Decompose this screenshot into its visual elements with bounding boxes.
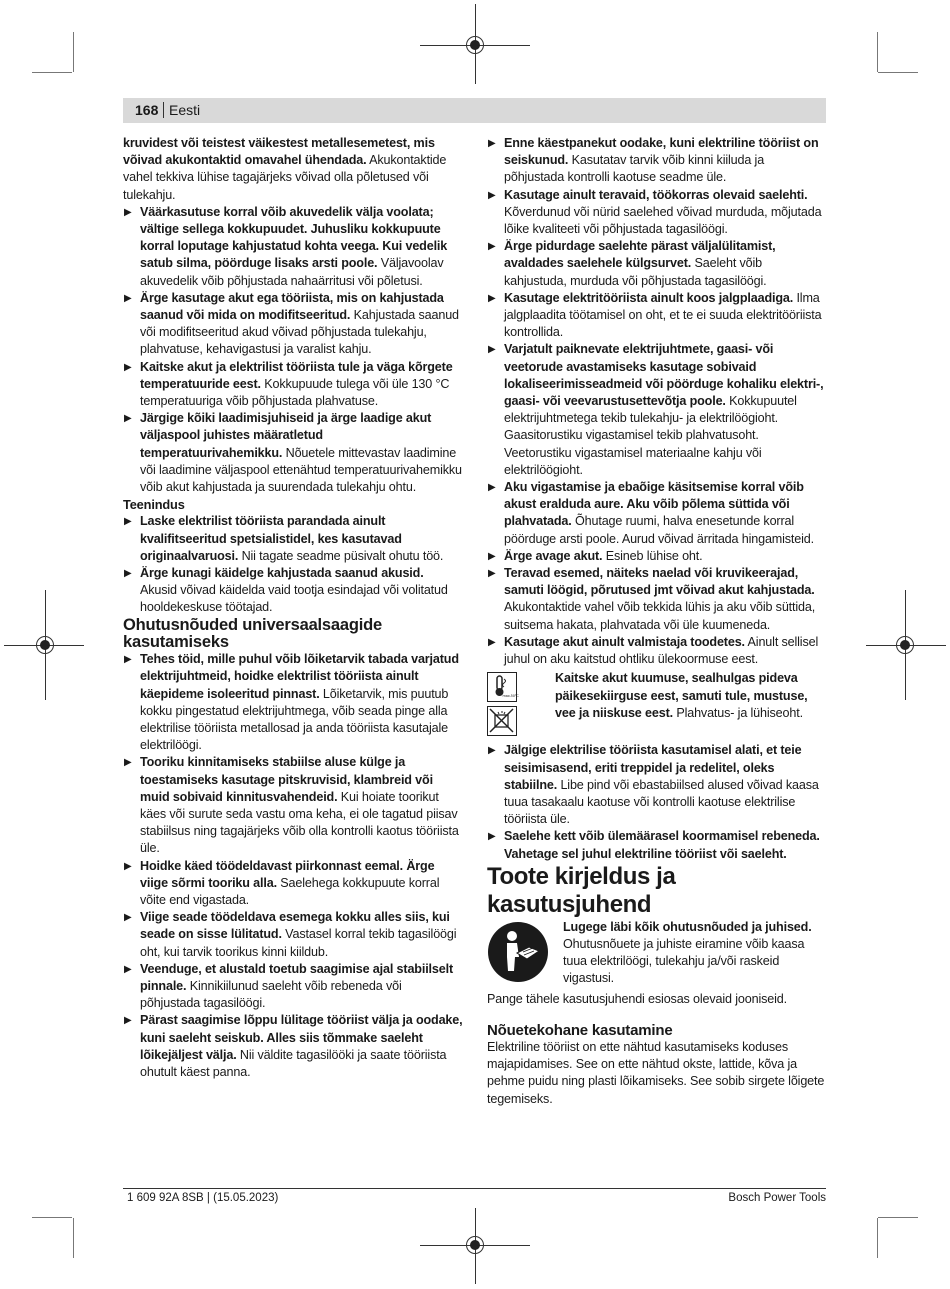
list-item: ▶ Väärkasutuse korral võib akuvedelik välja voolata; vältige sellega kokkupuudet. Juhusliku kokkupuute korral loputage kahjustatud kohta veega. Kui vedelik satub silma, pöörduge lisaks arsti poole. Väljavoolav akuvedelik võib põhjustada nahaärritusi või põletusi. [124, 204, 448, 288]
service-heading: Teenindus [123, 497, 185, 513]
right-column [487, 135, 827, 1108]
list-item: ▶ Laske elektrilist tööriista parandada ainult kvalifitseeritud spetsialistidel, kes kasutavad originaalvaruosi. Nii tagate seadme püsivalt ohutu töö. [124, 514, 444, 563]
registration-mark-icon [36, 636, 54, 654]
bullet-arrow-icon: ▶ [488, 344, 496, 356]
saw-safety-list-end [487, 742, 827, 862]
bullet-arrow-icon: ▶ [124, 516, 132, 528]
bullet-arrow-icon: ▶ [124, 361, 132, 373]
bullet-arrow-icon: ▶ [488, 189, 496, 201]
bullet-arrow-icon: ▶ [124, 206, 132, 218]
crop-mark [878, 1217, 918, 1218]
read-note: Pange tähele kasutusjuhendi esiosas olevaid jooniseid. [487, 991, 787, 1006]
bullet-arrow-icon: ▶ [488, 831, 496, 843]
bullet-arrow-icon: ▶ [124, 1015, 132, 1027]
heat-warning-block [487, 670, 827, 736]
list-item: ▶ Ärge avage akut. Esineb lühise oht. [487, 548, 827, 565]
list-item: ▶ Jälgige elektrilise tööriista kasutamisel alati, et teie seisimisasend, eriti treppidel ja redelitel, oleks stabiilne. Libe pind või ebastabiilsed alused võivad kaasa tuua tasakaalu kaotuse või kontrolli kaotuse elektrilise tööriista üle. [488, 743, 819, 827]
no-water-icon [487, 706, 517, 736]
list-item: ▶ Aku vigastamise ja ebaõige käsitsemise korral võib akust eralduda aure. Aku võib põlema süttida või plahvatada. Õhutage ruumi, halva enesetunde korral pöörduge arsti poole. Aurud võivad ärritada hingamisteid. [488, 480, 814, 546]
left-column [123, 135, 463, 1081]
intro-paragraph: kruvidest või teistest väikestest metallesemetest, mis võivad akukontaktid omavahel ühendada. Akukontaktide vahel tekkiva lühise tagajärjeks võivad olla põletused või tulekahju. [123, 136, 447, 202]
footer-doc-id: 1 609 92A 8SB | (15.05.2023) [127, 1192, 279, 1204]
footer-divider [123, 1188, 826, 1189]
bullet-arrow-icon: ▶ [488, 292, 496, 304]
section-heading: Ohutusnõuded universaalsaagide kasutamiseks [123, 615, 382, 651]
crop-mark [32, 1217, 72, 1218]
list-item: ▶ Pärast saagimise lõppu lülitage tööriist välja ja oodake, kuni saeleht seiskub. Alles siis tõmmake saeleht lõikejäljest välja. Nii väldite tagasilööki ja saate tööriista ohutult käest panna. [124, 1013, 463, 1079]
service-list [123, 513, 463, 616]
read-manual-icon [487, 921, 549, 983]
header-divider [163, 102, 164, 118]
bullet-arrow-icon: ▶ [488, 568, 496, 580]
list-item: ▶ Kaitske akut ja elektrilist tööriista tule ja väga kõrgete temperatuuride eest. Kokkupuude tulega või üle 130 °C temperatuuriga võib põhjustada plahvatuse. [124, 359, 453, 409]
list-item: ▶ Enne käestpanekut oodake, kuni elektriline tööriist on seiskunud. Kasutatav tarvik võib kinni kiiluda ja põhjustada kontrolli kaotuse seadme üle. [488, 136, 819, 185]
list-item: ▶ Kasutage elektritööriista ainult koos jalgplaadiga. Ilma jalgplaadita töötamisel on oht, et te ei suuda elektritööriista kontrollida. [488, 290, 822, 340]
bullet-arrow-icon: ▶ [124, 568, 132, 580]
crop-mark [877, 32, 878, 72]
bullet-arrow-icon: ▶ [488, 636, 496, 648]
read-instructions-text: Lugege läbi kõik ohutusnõuded ja juhised. Ohutusnõuete ja juhiste eiramine võib kaasa tuua elektrilöögi, tulekahju ja/või raskeid vigastusi. [563, 919, 812, 986]
crop-mark [73, 1218, 74, 1258]
list-item: ▶ Teravad esemed, näiteks naelad või kruvikeerajad, samuti löögid, põrutused jmt võivad akut kahjustada. Akukontaktide vahel võib tekkida lühis ja aku võib süttida, suitsema hakata, plahvatada või üle kuumeneda. [488, 566, 816, 632]
warning-icons [487, 670, 549, 736]
svg-text:max.50°C: max.50°C [502, 694, 519, 699]
bullet-arrow-icon: ▶ [488, 482, 496, 494]
registration-mark-icon [466, 1236, 484, 1254]
list-item: ▶ Ärge kunagi käidelge kahjustada saanud akusid. Akusid võivad käidelda vaid tootja esindajad või volitatud hooldekeskuse töötajad. [124, 566, 448, 615]
list-item: ▶ Veenduge, et alustald toetub saagimise ajal stabiilselt pinnale. Kinnikiilunud saeleht võib rebeneda või põhjustada tagasilöögi. [124, 961, 453, 1011]
registration-mark-icon [896, 636, 914, 654]
main-title: Toote kirjeldus ja kasutusjuhend [487, 862, 676, 918]
max-temperature-icon [487, 672, 517, 702]
list-item: ▶ Kasutage akut ainult valmistaja toodetes. Ainult sellisel juhul on aku kaitstud ohtliku ülekoormuse eest. [488, 634, 819, 667]
registration-mark-icon [466, 36, 484, 54]
bullet-arrow-icon: ▶ [488, 138, 496, 149]
bullet-arrow-icon: ▶ [124, 912, 132, 924]
list-item: ▶ Saelehe kett võib ülemäärasel koormamisel rebeneda. Vahetage sel juhul elektriline tööriist või saeleht. [488, 829, 820, 861]
heat-warning-text: Kaitske akut kuumuse, sealhulgas pideva päikesekiirguse eest, samuti tule, mustuse, vee ja niiskuse eest. Plahvatus- ja lühiseoht. [555, 671, 808, 720]
crop-mark [877, 1218, 878, 1258]
page-number: 168 [135, 102, 159, 118]
bullet-arrow-icon: ▶ [124, 757, 132, 769]
page-header [123, 98, 826, 123]
bullet-arrow-icon: ▶ [488, 550, 496, 562]
bullet-arrow-icon: ▶ [124, 292, 132, 304]
crop-mark [878, 72, 918, 73]
header-language: Eesti [169, 102, 201, 118]
bullet-arrow-icon: ▶ [488, 745, 496, 757]
list-item: ▶ Hoidke käed töödeldavast piirkonnast eemal. Ärge viige sõrmi tooriku alla. Saelehega kokkupuute korral võite end vigastada. [124, 858, 440, 907]
list-item: ▶ Järgige kõiki laadimisjuhiseid ja ärge laadige akut väljaspool juhistes määratletud temperatuurivahemikku. Nõuetele mittevastav laadimine või laadimine väljaspool ettenähtud temperatuurivahemikku võib akut kahjustada ja suurendada tulekahju ohtu. [124, 411, 462, 495]
usage-text: Elektriline tööriist on ette nähtud kasutamiseks koduses majapidamises. See on ette nähtud okste, lattide, kõva ja pehme puidu ning plasti lõikamiseks. See sobib sirgete lõigete tegemiseks. [487, 1039, 825, 1106]
list-item: ▶ Kasutage ainult teravaid, töökorras olevaid saelehti. Kõverdunud või nürid saelehed võivad murduda, mõjutada lõike kvaliteeti või põhjustada tagasilöögi. [488, 187, 822, 237]
list-item: ▶ Ärge pidurdage saelehte pärast väljalülitamist, avaldades saelehele külgsurvet. Saeleht võib kahjustuda, murduda või põhjustada tagasilöögi. [488, 239, 776, 288]
list-item: ▶ Viige seade töödeldava esemega kokku alles siis, kui seade on sisse lülitatud. Vastasel korral tekib tagasilöögi oht, kui tarvik toorikus kinni kiildub. [124, 910, 457, 959]
battery-safety-list [123, 204, 463, 496]
usage-heading: Nõuetekohane kasutamine [487, 1021, 673, 1039]
bullet-arrow-icon: ▶ [124, 860, 132, 872]
read-instructions-block [487, 919, 827, 988]
bullet-arrow-icon: ▶ [124, 654, 132, 666]
saw-safety-list-continued [487, 135, 827, 668]
list-item: ▶ Tooriku kinnitamiseks stabiilse aluse külge ja toestamiseks kasutage pitskruvisid, klambreid või muid sobivaid kinnitusvahendeid. Kui hoiate toorikut käes või surute seda vastu oma keha, ei ole tagatud piisav stabiilsus ning tagajärjeks võib olla kontrolli kaotus tööriista üle. [124, 755, 459, 856]
crop-mark [73, 32, 74, 72]
bullet-arrow-icon: ▶ [124, 413, 132, 425]
bullet-arrow-icon: ▶ [488, 241, 496, 253]
footer-brand: Bosch Power Tools [728, 1192, 826, 1204]
list-item: ▶ Tehes töid, mille puhul võib lõiketarvik tabada varjatud elektrijuhtmeid, hoidke elektrilist tööriista ainult käepideme isoleeritud pinnast. Lõiketarvik, mis puutub kokku pingestatud elektrijuhtmega, võib seada pinge alla elektrilise tööriista metallosad ja anda tööriista kasutajale elektrilöögi. [124, 652, 459, 753]
saw-safety-list [123, 651, 463, 1081]
list-item: ▶ Varjatult paiknevate elektrijuhtmete, gaasi- või veetorude avastamiseks kasutage sobivaid lokaliseerimisseadmeid või pöörduge kohaliku elektri-, gaasi- või veevarustusettevõtja poole. Kokkupuutel elektrijuhtmetega tekib tulekahju- ja elektrilöögioht. Gaasitorustiku vigastamisel tekib plahvatusoht. Veetorustiku vigastamisel materiaalne kahju või elektrilöögioht. [488, 342, 824, 477]
bullet-arrow-icon: ▶ [124, 963, 132, 975]
list-item: ▶ Ärge kasutage akut ega tööriista, mis on kahjustada saanud või mida on modifitseeritud. Kahjustada saanud või modifitseeritud akud võivad põhjustada tulekahju, plahvatuse, kehavigastusi ja varalist kahju. [124, 290, 459, 357]
crop-mark [32, 72, 72, 73]
